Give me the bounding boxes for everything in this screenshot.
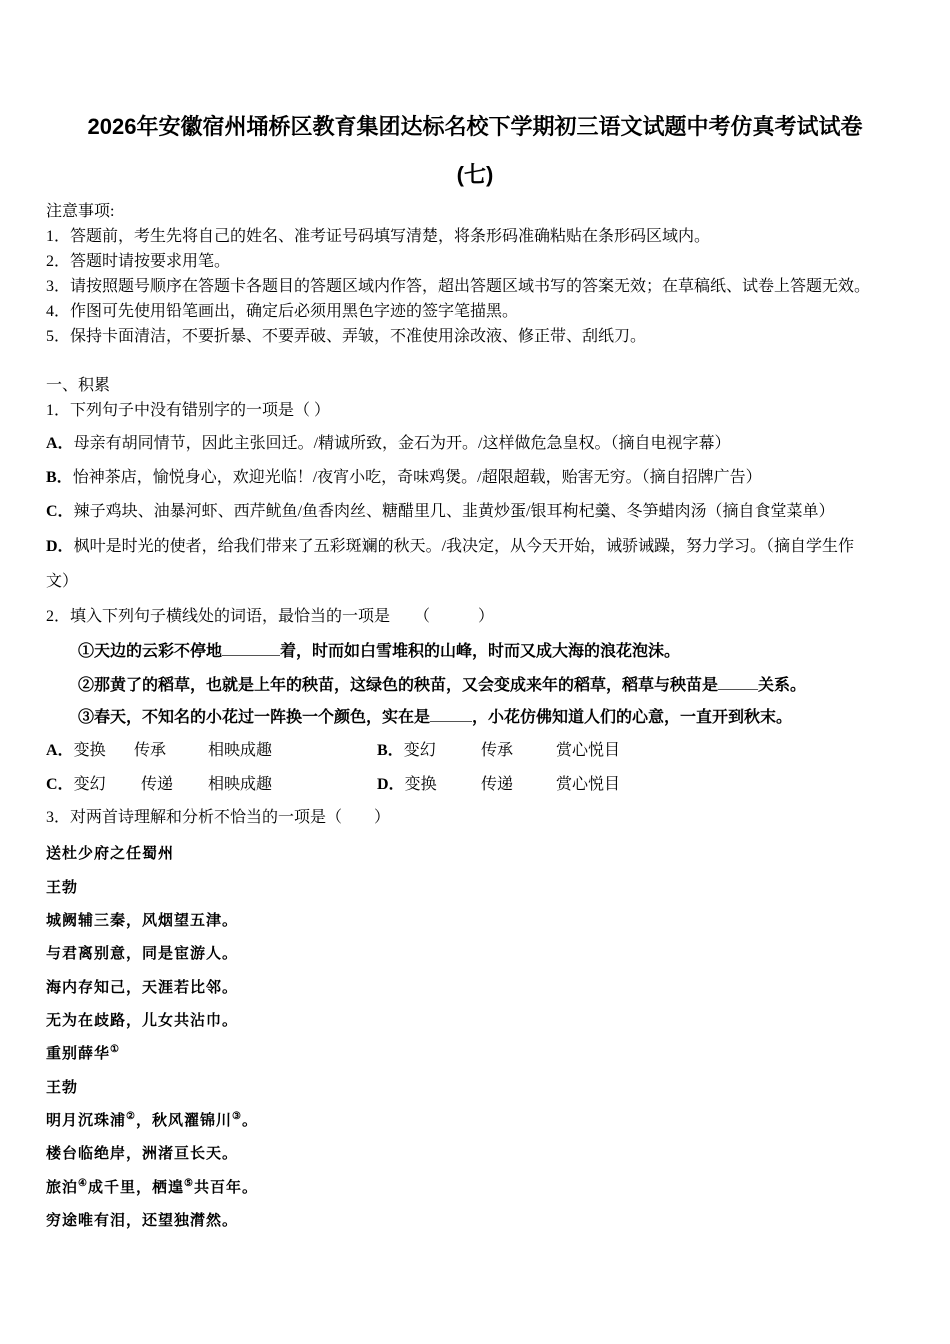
footnote-marker: ④	[78, 1178, 88, 1189]
q1-option-d-cont: 文）	[46, 573, 79, 590]
exam-subtitle: (七)	[456, 162, 494, 187]
line-text: 。	[241, 1113, 258, 1129]
option-label: A．	[46, 435, 74, 452]
sentence-text: ③春天，不知名的小花过一阵换一个颜色，实在是	[78, 709, 431, 726]
poem-line	[46, 1178, 258, 1198]
poem-2-author: 王勃	[46, 1080, 79, 1096]
fill-blank	[430, 707, 472, 722]
footnote-marker: ③	[232, 1111, 242, 1122]
option-text: 辣子鸡块、油暴河虾、西芹鱿鱼/鱼香肉丝、糖醋里几、韭黄炒蛋/银耳枸杞羹、冬笋蜡肉汤（摘自食堂菜单）	[73, 503, 835, 520]
question-1-stem: 1．下列句子中没有错别字的一项是（ ）	[46, 402, 331, 419]
q2-option-b	[377, 741, 621, 761]
option-word: 变幻	[403, 742, 436, 759]
option-word: 相映成趣	[208, 742, 273, 759]
option-word: 变幻	[73, 776, 106, 793]
q2-option-c	[46, 775, 273, 795]
poem-line: 与君离别意，同是宦游人。	[46, 946, 239, 962]
sentence-text: ，小花仿佛知道人们的心意，一直开到秋末。	[472, 709, 793, 726]
option-word: 赏心悦目	[556, 742, 621, 759]
q2-option-a	[46, 741, 273, 761]
section-heading: 一、积累	[46, 377, 111, 394]
option-word: 传承	[481, 742, 514, 759]
option-word: 传递	[141, 776, 174, 793]
fill-blank	[222, 641, 280, 656]
option-label: D．	[377, 776, 405, 793]
notice-item: 4．作图可先使用铅笔画出，确定后必须用黑色字迹的签字笔描黑。	[46, 303, 519, 320]
option-label: A．	[46, 742, 74, 759]
q1-option-c	[46, 502, 834, 522]
poem-2-title	[46, 1044, 120, 1064]
option-label: D．	[46, 538, 74, 555]
notice-item: 2．答题时请按要求用笔。	[46, 253, 231, 270]
option-label: B．	[46, 469, 73, 486]
q2-sentence-3	[78, 707, 792, 728]
option-word: 赏心悦目	[556, 776, 621, 793]
option-word: 相映成趣	[208, 776, 273, 793]
option-text: 怡神茶店，愉悦身心，欢迎光临！/夜宵小吃，奇味鸡煲。/超限超载，贻害无穷。（摘自招牌广告）	[72, 469, 762, 486]
poem-line: 城阙辅三秦，风烟望五津。	[46, 913, 239, 929]
notice-item: 1．答题前，考生先将自己的姓名、准考证号码填写清楚，将条形码准确粘贴在条形码区域内。	[46, 228, 711, 245]
question-3-stem: 3．对两首诗理解和分析不恰当的一项是（ ）	[46, 809, 391, 826]
poem-line: 楼台临绝岸，洲渚亘长天。	[46, 1146, 239, 1162]
q2-sentence-1	[78, 641, 680, 662]
footnote-marker: ⑤	[184, 1178, 194, 1189]
poem-line: 海内存知己，天涯若比邻。	[46, 980, 239, 996]
line-text: 共百年。	[193, 1180, 258, 1196]
option-text: 枫叶是时光的使者，给我们带来了五彩斑斓的秋天。/我决定，从今天开始，诫骄诫躁，努力学习。（摘自学生作	[73, 538, 855, 555]
line-text: 旅泊	[46, 1180, 79, 1196]
line-text: 明月沉珠浦	[46, 1113, 127, 1129]
sentence-text: 着，时而如白雪堆积的山峰，时而又成大海的浪花泡沫。	[280, 643, 681, 660]
q1-option-d	[46, 537, 854, 557]
poem-1-title: 送杜少府之任蜀州	[46, 846, 175, 862]
question-2-stem: 2．填入下列句子横线处的词语，最恰当的一项是 （ ）	[46, 608, 495, 625]
option-label: B．	[377, 742, 404, 759]
footnote-marker: ①	[110, 1044, 120, 1055]
line-text: ，秋风濯锦川	[135, 1113, 232, 1129]
notice-item: 5．保持卡面清洁，不要折暴、不要弄破、弄皱，不准使用涂改液、修正带、刮纸刀。	[46, 328, 647, 345]
poem-line: 无为在歧路，儿女共沾巾。	[46, 1013, 239, 1029]
exam-title: 2026年安徽宿州埇桥区教育集团达标名校下学期初三语文试题中考仿真考试试卷	[87, 114, 863, 139]
footnote-marker: ②	[126, 1111, 136, 1122]
notice-heading: 注意事项:	[46, 203, 115, 220]
poem-line: 穷途唯有泪，还望独潸然。	[46, 1213, 239, 1229]
fill-blank	[718, 675, 758, 690]
poem-line	[46, 1111, 258, 1131]
poem-1-author: 王勃	[46, 880, 79, 896]
notice-item: 3．请按照题号顺序在答题卡各题目的答题区域内作答，超出答题区域书写的答案无效；在草稿纸、试卷上答题无效。	[46, 278, 871, 295]
sentence-text: 关系。	[758, 677, 807, 694]
sentence-text: ①天边的云彩不停地	[78, 643, 223, 660]
option-label: C．	[46, 503, 74, 520]
q1-option-a	[46, 434, 730, 454]
option-text: 母亲有胡同情节，因此主张回迁。/精诚所致，金石为开。/这样做危急皇权。（摘自电视字幕）	[73, 435, 731, 452]
option-word: 变换	[404, 776, 437, 793]
q1-option-b	[46, 468, 762, 488]
q2-sentence-2	[78, 675, 806, 696]
q2-option-d	[377, 775, 621, 795]
title-text: 重别薛华	[46, 1046, 111, 1062]
sentence-text: ②那黄了的稻草，也就是上年的秧苗，这绿色的秧苗，又会变成来年的稻草，稻草与秧苗是	[78, 677, 719, 694]
line-text: 成千里，栖遑	[87, 1180, 184, 1196]
option-label: C．	[46, 776, 74, 793]
option-word: 传承	[134, 742, 167, 759]
option-word: 传递	[481, 776, 514, 793]
option-word: 变换	[73, 742, 106, 759]
